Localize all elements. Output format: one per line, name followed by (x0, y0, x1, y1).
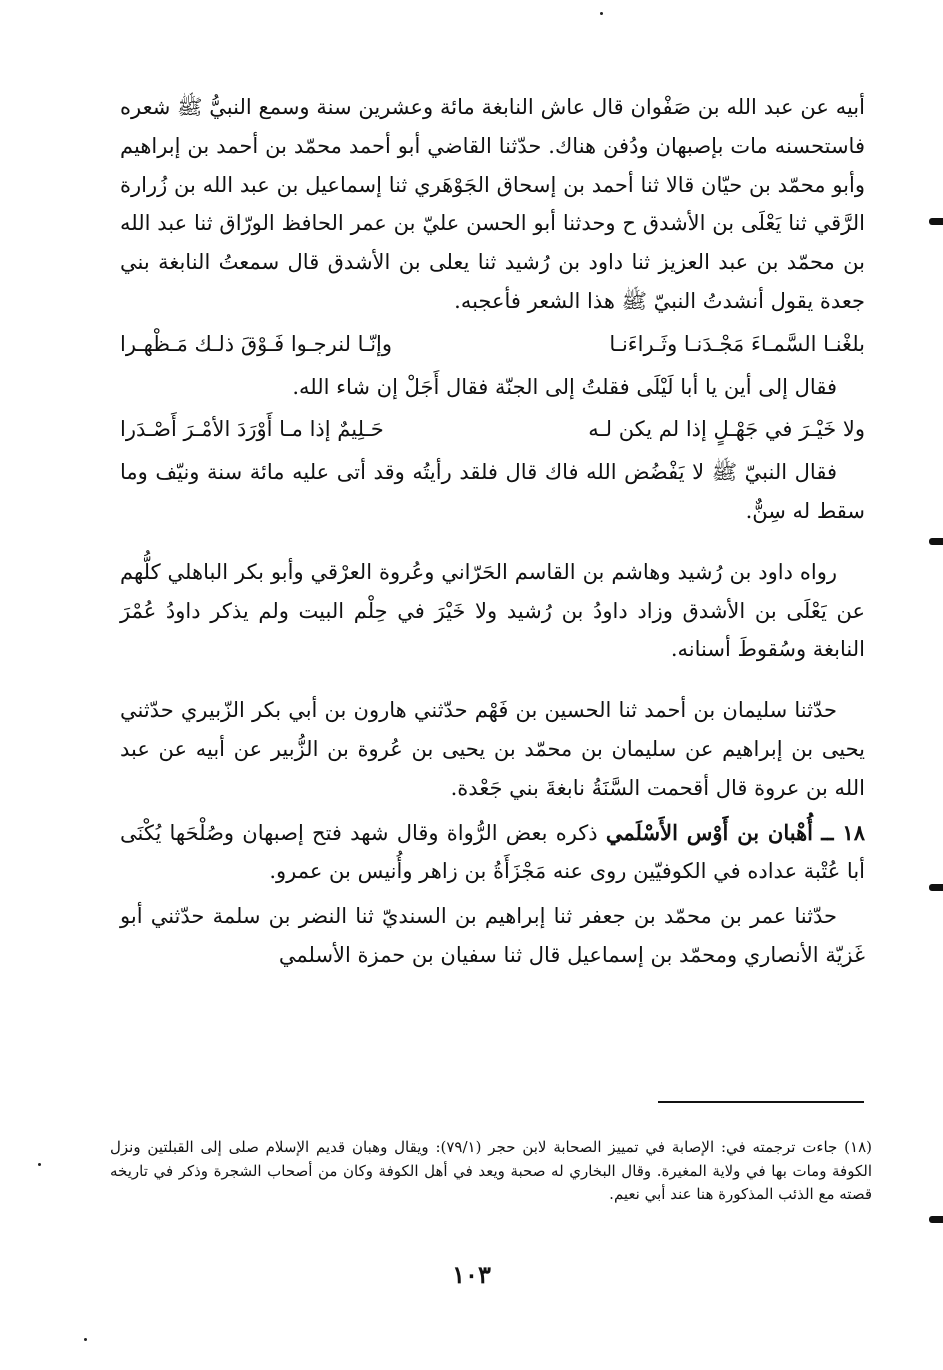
entry-number: ١٨ ــ (821, 819, 865, 845)
margin-mark (929, 218, 943, 225)
page-number: ١٠٣ (452, 1260, 491, 1289)
margin-mark (929, 1216, 943, 1223)
entry-text: ذكره بعض الرُّواة وقال شهد فتح إصبهان وصُلْحَها يُكْنَى أبا عُتْبة عداده في الكوفيّين روى عنه مَجْزَأَةُ بن زاهر وأُنيس بن عمرو. (120, 820, 865, 884)
entry-name: أُهْبان بن أَوْس الأَسْلَمي (605, 819, 814, 845)
footnote-18: (١٨) جاءت ترجمته في: الإصابة في تمييز الصحابة لابن حجر (٧٩/١): ويقال وهبان قديم الإسلام صلى إلى القبلتين ونزل الكوفة ومات بها في ولاية المغيرة. وقال البخاري له صحبة ويعد في أهل الكوفة وكان من أصحاب الشجرة وذكر في تاريخه قصته مع الذئب المذكورة هنا عند أبي نعيم. (110, 1138, 872, 1203)
paragraph-entry-18 (120, 814, 865, 892)
main-text (120, 88, 865, 975)
paragraph-riwaya: رواه داود بن رُشيد وهاشم بن القاسم الحَرّاني وعُروة العرْقي وأبو بكر الباهلي كلُّهم عن يَعْلَى بن الأشدق وزاد داودُ بن رُشيد ولا خَيْرَ في حِلْم البيت ولم يذكر داودُ عُمْرَ النابغة وسُقوطَ أسنانه. (120, 559, 865, 662)
verse-2-first-hemistich: ولا خَيْـرَ في جَهْـلٍ إذا لم يكن لـه (588, 417, 865, 442)
paragraph-reply: فقال إلى أين يا أبا لَيْلَى فقلتُ إلى الجنّة فقال أَجَلْ إن شاء الله. (292, 374, 837, 399)
verse-1-first-hemistich: بلغْنـا السَّمـاءَ مَجْـدَنـا وثَـراءَنـا (609, 331, 865, 356)
scan-speck (38, 1163, 41, 1166)
footnote-separator (658, 1101, 864, 1103)
poetry-verse-1 (120, 325, 865, 364)
paragraph-isnad-1: أبيه عن عبد الله بن صَفْوان قال عاش النابغة مائة وعشرين سنة وسمع النبيُّ ﷺ شعره فاستحسنه مات بإصبهان ودُفن هناك. حدّثنا القاضي أبو أحمد محمّد بن أحمد بن إبراهيم وأبو محمّد بن حيّان قالا ثنا أحمد بن إسحاق الجَوْهَري ثنا إسماعيل بن عبد الله بن زُرارة الرَّقي ثنا يَعْلَى بن الأشدق ح وحدثنا أبو الحسن عليّ بن عمر الحافظ الورّاق ثنا عبد الله بن محمّد بن عبد العزيز ثنا داود بن رُشيد ثنا يعلى بن الأشدق قال سمعتُ النابغة بني جعدة يقول أنشدتُ النبيّ ﷺ هذا الشعر فأعجبه. (120, 95, 865, 313)
paragraph-isnad-2: حدّثنا سليمان بن أحمد ثنا الحسين بن فَهْم حدّثني هارون بن أبي بكر الزّبيري حدّثني يحيى بن إبراهيم عن سليمان بن محمّد بن يحيى بن عُروة بن الزُّبير عن أبيه عن عبد الله بن عروة قال أقحمت السَّنَةُ نابغةَ بني جَعْدة. (120, 698, 865, 800)
verse-1-second-hemistich: وإنّـا لنرجـوا فَـوْقَ ذلـك مَـظْهـرا (120, 331, 393, 356)
scan-speck (84, 1338, 87, 1341)
paragraph-prophet-reply: فقال النبيّ ﷺ لا يَفْضُض الله فاك قال فلقد رأيتُه وقد أتى عليه مائة سنة ونيّف وما سقط له سِنٌّ. (120, 460, 865, 523)
scan-speck (600, 12, 603, 15)
margin-mark (929, 884, 943, 891)
paragraph-isnad-3: حدّثنا عمر بن محمّد بن جعفر ثنا إبراهيم بن السنديّ ثنا النضر بن سلمة حدّثني أبو غَزيّة الأنصاري ومحمّد بن إسماعيل قال ثنا سفيان بن حمزة الأسلمي (120, 904, 865, 967)
margin-mark (929, 538, 943, 545)
poetry-verse-2 (120, 410, 865, 449)
footnotes (110, 1136, 872, 1207)
verse-2-second-hemistich: حَـلِيمٌ إذا مـا أَوْرَدَ الأمْـرَ أَصْـدَرا (120, 417, 384, 442)
